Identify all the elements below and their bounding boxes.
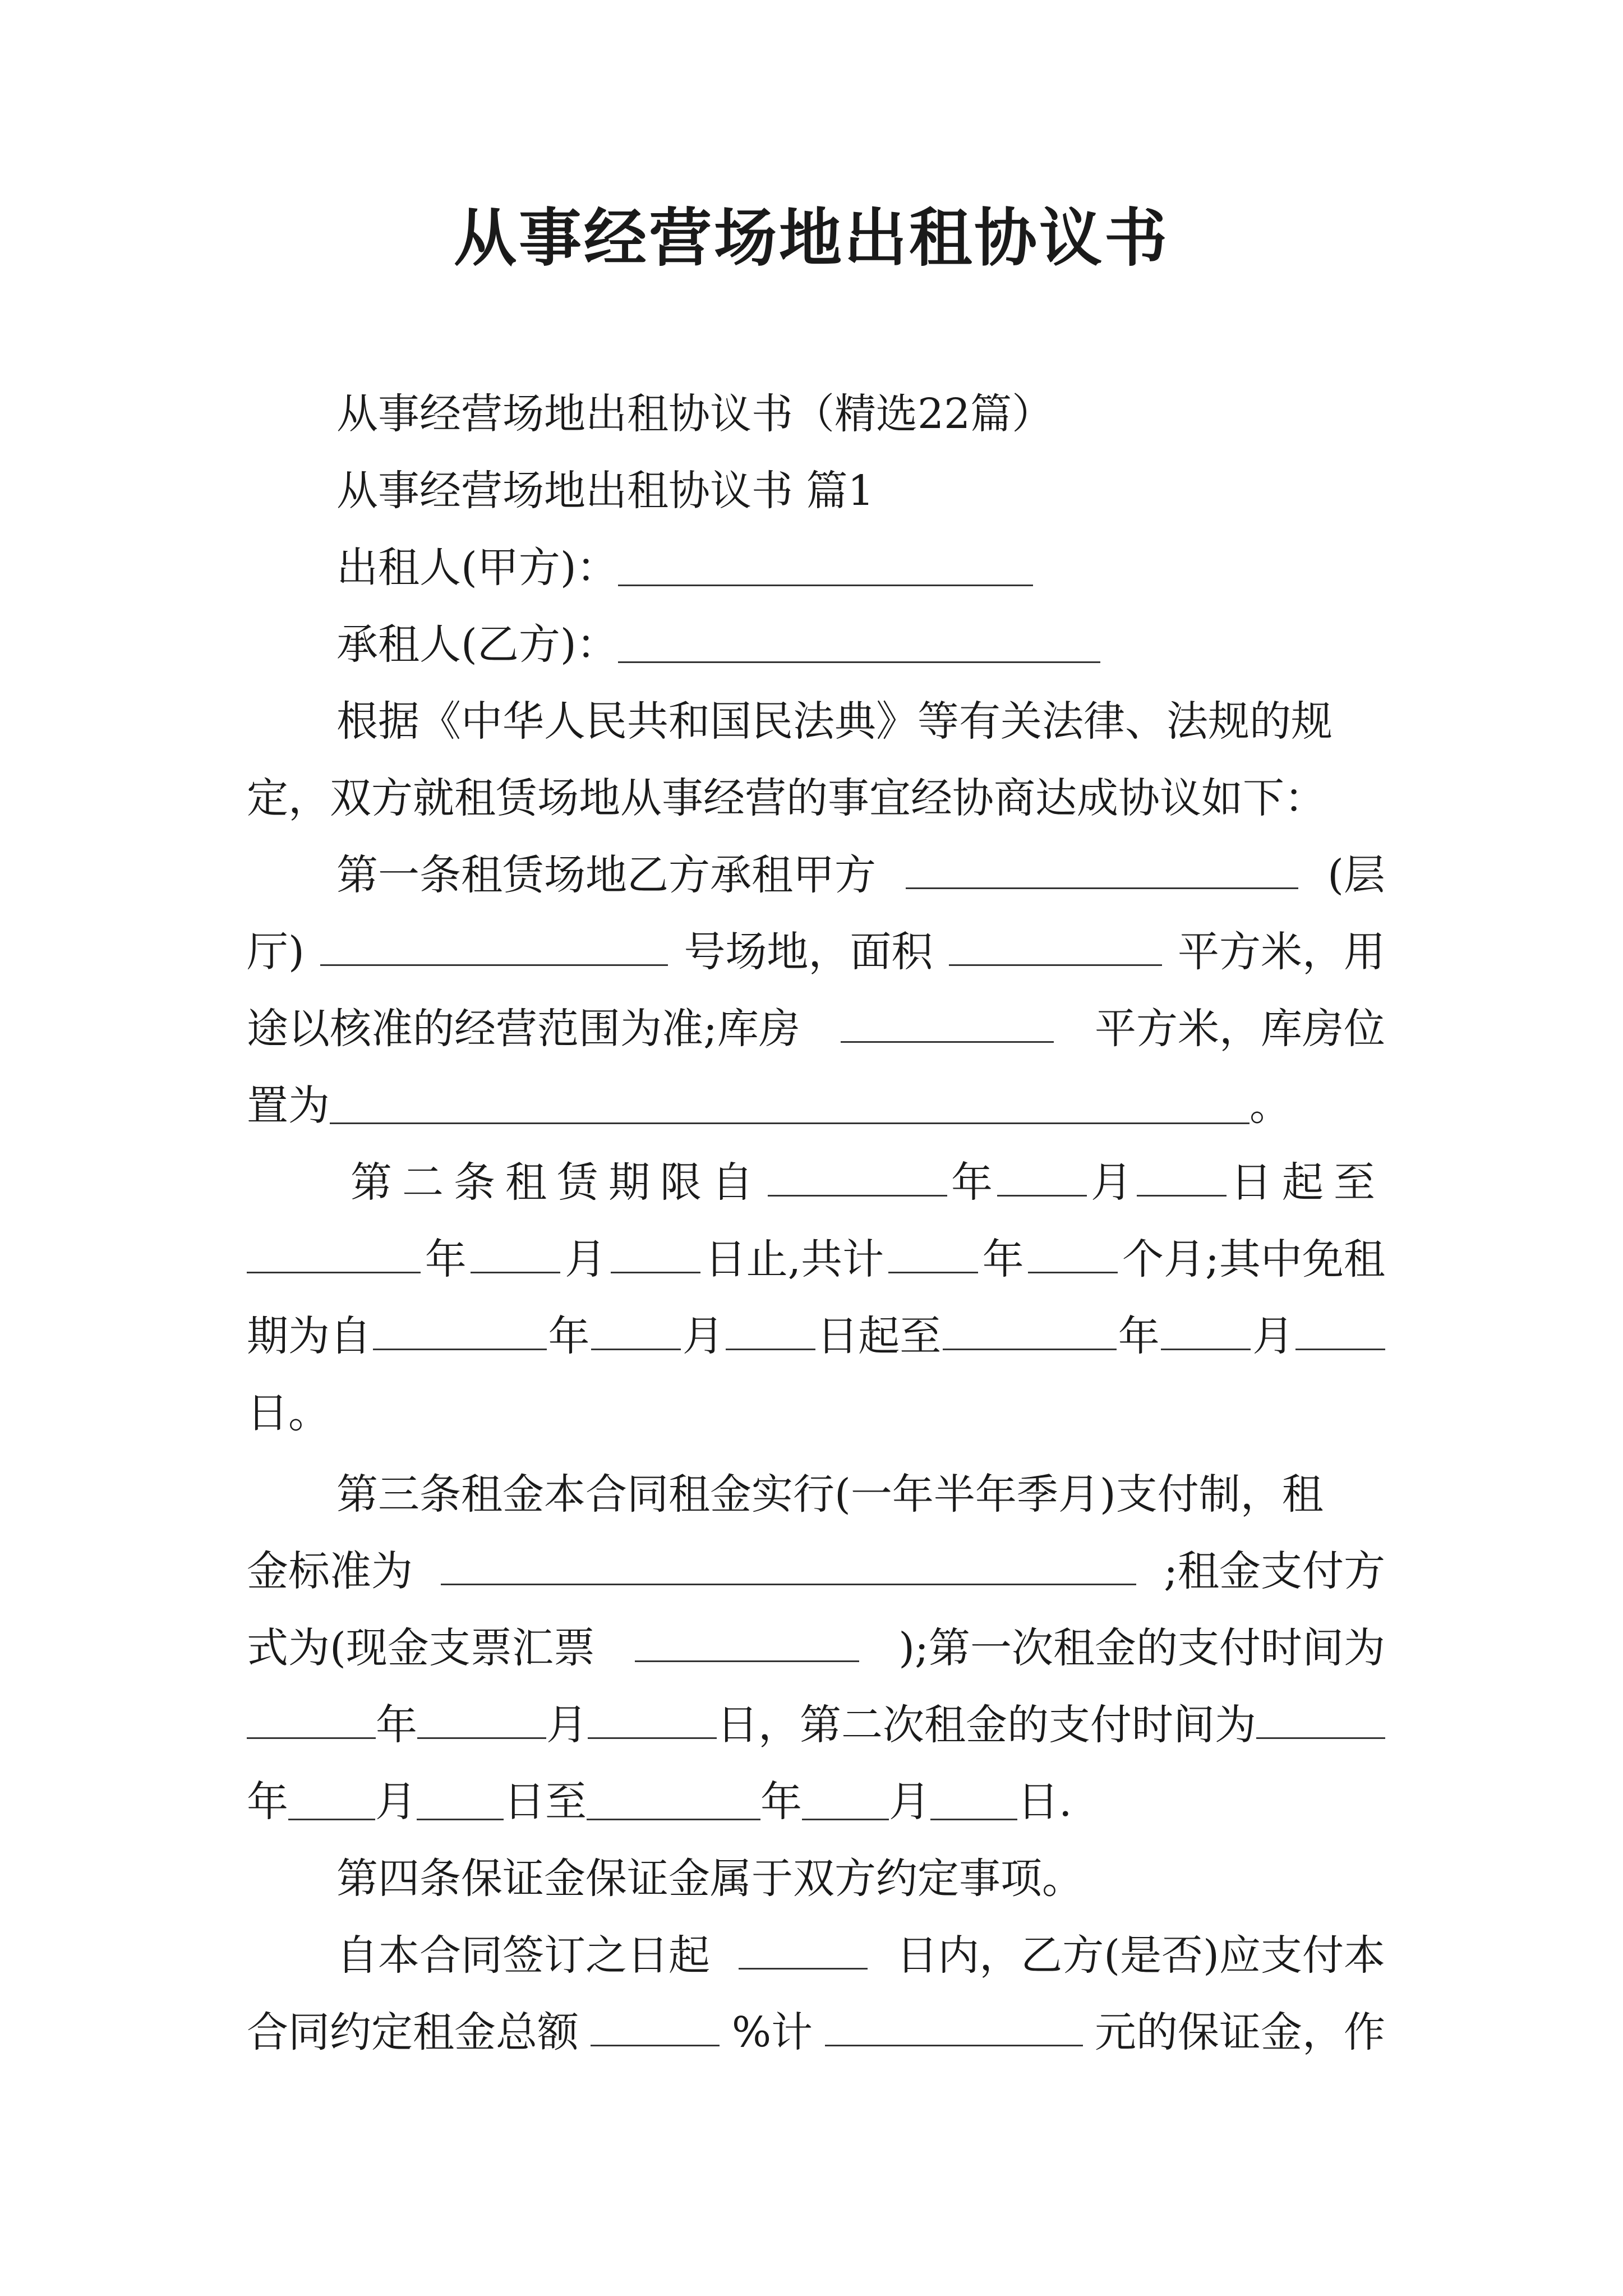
article3-text: 年 [376,1701,417,1749]
article2-line-1 [247,1144,1385,1221]
blank[interactable] [373,1308,547,1350]
article3-line-4 [247,1687,1385,1764]
article4-text: %计 [731,2008,813,2056]
article3-text: 月 [546,1701,588,1749]
blank[interactable] [320,924,668,966]
article4-text: 元的保证金，作 [1094,2008,1385,2056]
article4-line-3 [247,1994,1385,2071]
article3-text: 月 [375,1778,417,1826]
document-title: 从事经营场地出租协议书 [454,201,1169,275]
article2-text: 个月;其中免租 [1122,1235,1385,1283]
lessor-line [247,530,1385,606]
article3-text: 式为(现金支票汇票 [247,1624,595,1672]
article3-text: 日，第二次租金的支付时间为 [717,1701,1256,1749]
article1-line-2 [247,914,1385,991]
article1-line-3 [247,991,1385,1068]
blank[interactable] [330,1082,1249,1124]
article3-text: 年 [247,1778,288,1826]
article3-text: );第一次租金的支付时间为 [898,1624,1385,1672]
article4-line-2 [247,1917,1385,1994]
blank[interactable] [588,1697,717,1739]
article4-text: 合同约定租金总额 [247,2008,579,2056]
blank[interactable] [417,1778,504,1820]
lessor-blank[interactable] [618,544,1033,586]
blank[interactable] [288,1778,375,1820]
article1-text: 。 [1249,1082,1291,1130]
blank[interactable] [841,1001,1054,1043]
blank[interactable] [943,1308,1117,1350]
article4-text: 日内，乙方(是否)应支付本 [896,1931,1385,1980]
lessee-line [247,606,1385,683]
article1-text: 厅) [247,928,305,976]
blank[interactable] [888,1231,978,1273]
article2-text: 年 [1118,1312,1160,1360]
article2-text: 年 [951,1158,993,1207]
article3-text: 金标准为 [247,1547,413,1595]
lessee-blank[interactable] [618,621,1100,663]
article3-text: 日. [1017,1778,1072,1826]
blank[interactable] [587,1778,760,1820]
blank[interactable] [1256,1697,1385,1739]
article2-line-2 [247,1221,1385,1298]
blank[interactable] [1161,1308,1251,1350]
blank[interactable] [768,1154,947,1197]
article2-text: 年 [425,1235,467,1283]
article1-text: (层 [1327,851,1385,899]
article2-line-4: 日。 [247,1389,330,1437]
blank[interactable] [726,1308,815,1350]
blank[interactable] [247,1231,421,1273]
article1-text: 第一条租赁场地乙方承租甲方 [336,851,876,899]
blank[interactable] [591,1308,681,1350]
blank[interactable] [635,1620,859,1662]
blank[interactable] [441,1543,1136,1585]
blank[interactable] [611,1231,700,1273]
article3-text: ;租金支付方 [1164,1547,1385,1595]
article1-text: 号场地，面积 [684,928,933,976]
blank[interactable] [997,1154,1087,1197]
blank[interactable] [471,1231,560,1273]
blank[interactable] [591,2004,720,2046]
intro-line-2: 定，双方就租赁场地从事经营的事宜经协商达成协议如下： [247,774,1326,822]
article2-text: 期为自 [247,1312,371,1360]
article3-line-3 [247,1610,1385,1687]
intro-line-1: 根据《中华人民共和国民法典》等有关法律、法规的规 [336,697,1332,746]
article2-line-3 [247,1298,1385,1375]
article3-line-2 [247,1533,1385,1610]
article2-text: 日起至 [817,1312,942,1360]
blank[interactable] [417,1697,546,1739]
article4-text: 自本合同签订之日起 [336,1931,710,1980]
article1-text: 平方米，用 [1178,928,1385,976]
article2-text: 月 [565,1235,607,1283]
article2-text: 月 [682,1312,724,1360]
blank[interactable] [949,924,1162,966]
article3-text: 年 [760,1778,802,1826]
blank[interactable] [802,1778,889,1820]
article2-text: 第二条租赁期限自 [351,1158,763,1207]
article2-text: 日止,共计 [704,1235,884,1283]
article2-text: 日起至 [1230,1158,1385,1207]
article3-text: 月 [889,1778,930,1826]
article3-line-5 [247,1764,1385,1841]
article2-text: 年 [982,1235,1024,1283]
subtitle: 从事经营场地出租协议书（精选22篇） [336,390,1054,438]
blank[interactable] [247,1697,376,1739]
section-heading: 从事经营场地出租协议书 篇1 [336,467,874,515]
document-body [247,376,1385,2071]
article4-line-1: 第四条保证金保证金属于双方约定事项。 [336,1855,1083,1903]
blank[interactable] [1137,1154,1227,1197]
article1-line-4 [247,1068,1385,1144]
article2-text: 年 [548,1312,590,1360]
article1-text: 途以核准的经营范围为准;库房 [247,1005,800,1053]
article2-text: 月 [1091,1158,1132,1207]
article1-text: 平方米，库房位 [1095,1005,1385,1053]
article1-line-1 [247,837,1385,914]
blank[interactable] [825,2004,1083,2046]
blank[interactable] [930,1778,1017,1820]
blank[interactable] [739,1927,868,1970]
lessee-label: 承租人(乙方)： [336,620,618,669]
blank[interactable] [1295,1308,1385,1350]
article1-text: 置为 [247,1082,330,1130]
blank[interactable] [1028,1231,1118,1273]
article2-text: 月 [1252,1312,1294,1360]
lessor-label: 出租人(甲方)： [336,544,618,592]
blank[interactable] [906,847,1298,889]
article3-text: 日至 [504,1778,587,1826]
article3-line-1: 第三条租金本合同租金实行(一年半年季月)支付制，租 [336,1470,1324,1519]
